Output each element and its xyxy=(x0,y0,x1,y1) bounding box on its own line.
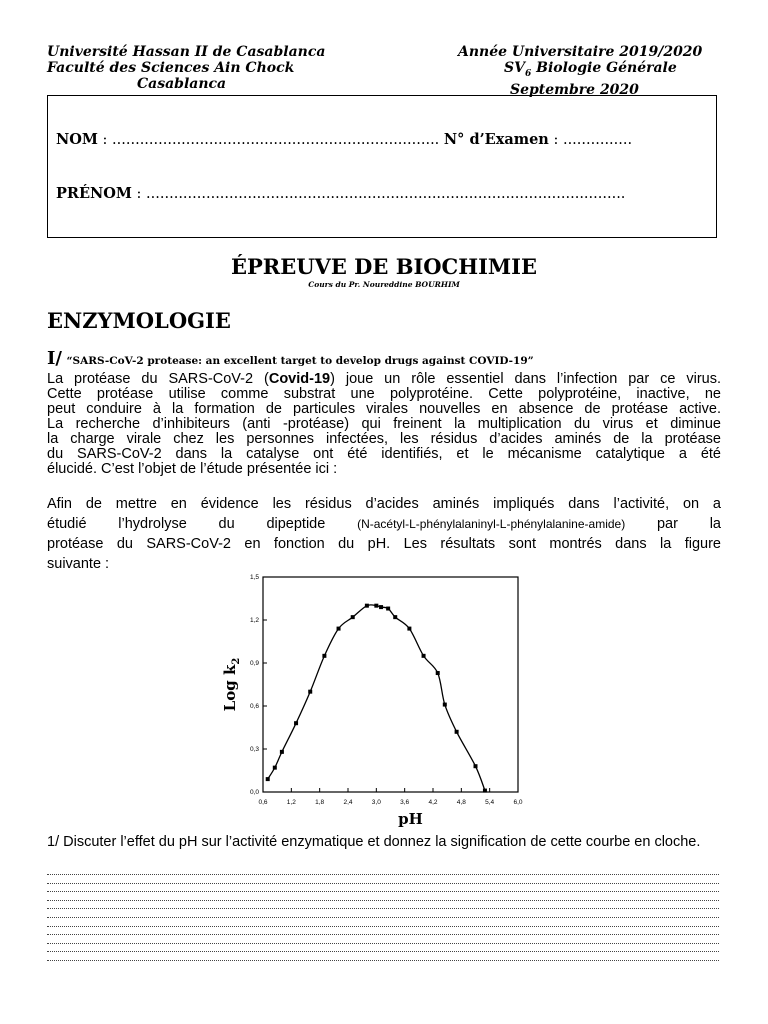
answer-line[interactable] xyxy=(47,917,719,918)
data-point xyxy=(351,615,355,619)
paragraph-line: La recherche d’inhibiteurs (anti -protéase) qui freinent la multiplication du virus et diminue xyxy=(47,416,721,432)
academic-year: Année Universitaire 2019/2020 xyxy=(458,44,703,60)
prenom-label: PRÉNOM xyxy=(56,185,132,202)
prenom-field[interactable]: : ........................................................................................................ xyxy=(131,186,626,202)
exam-label: N° d’Examen xyxy=(443,131,549,148)
paragraph-line: protéase du SARS-CoV-2 en fonction du pH. Les résultats sont montrés dans la figure xyxy=(47,536,721,552)
section-title: ENZYMOLOGIE xyxy=(47,308,231,333)
y-tick-label: 0,0 xyxy=(249,789,259,796)
x-tick-label: 0,6 xyxy=(258,799,268,806)
data-point xyxy=(455,730,459,734)
plot-frame xyxy=(263,577,518,792)
x-tick-label: 1,2 xyxy=(286,799,296,806)
answer-line[interactable] xyxy=(47,960,719,961)
data-point xyxy=(266,777,270,781)
part1-heading xyxy=(47,348,534,369)
data-point xyxy=(407,627,411,631)
x-tick-label: 4,8 xyxy=(456,799,466,806)
answer-line[interactable] xyxy=(47,943,719,944)
paragraph-line: la charge virale chez les personnes infectées, les résidus d’acides aminés de la protéase xyxy=(47,431,721,447)
answer-line[interactable] xyxy=(47,934,719,935)
x-tick-label: 5,4 xyxy=(485,799,495,806)
part1-heading-text: “SARS-CoV-2 protease: an excellent target to develop drugs against COVID-19” xyxy=(66,355,534,367)
paragraph-line: peut conduire à la formation de particules virales nouvelles en absence de protéase active. xyxy=(47,401,721,417)
y-axis-label: Log $k_2$ xyxy=(221,657,242,712)
paragraph-line: du SARS-CoV-2 dans la catalyse ont été identifiés, et le mécanisme catalytique a été xyxy=(47,446,721,462)
nom-label: NOM xyxy=(56,131,98,148)
data-point xyxy=(386,607,390,611)
data-point xyxy=(483,789,487,793)
paragraph-line: Cette protéase utilise comme substrat une polyprotéine. Cette polyprotéine, inactive, ne xyxy=(47,386,721,402)
header-right xyxy=(458,44,716,98)
answer-line[interactable] xyxy=(47,874,719,875)
answer-line[interactable] xyxy=(47,951,719,952)
data-point xyxy=(374,604,378,608)
prenom-line[interactable] xyxy=(56,185,625,202)
exam-title: ÉPREUVE DE BIOCHIMIE xyxy=(230,254,538,279)
y-tick-label: 1,2 xyxy=(249,617,259,624)
ph-activity-chart xyxy=(208,569,538,829)
x-tick-label: 4,2 xyxy=(428,799,438,806)
data-point xyxy=(337,627,341,631)
answer-line[interactable] xyxy=(47,908,719,909)
part1-number: I/ xyxy=(47,348,62,369)
covid-bold: Covid-19 xyxy=(268,371,331,387)
y-tick-label: 1,5 xyxy=(249,574,259,581)
x-tick-label: 3,6 xyxy=(400,799,410,806)
paragraph-2 xyxy=(47,494,721,572)
nom-line[interactable] xyxy=(56,131,632,148)
exam-field[interactable]: : ............... xyxy=(548,132,633,148)
header-left xyxy=(47,44,325,92)
university-name: Université Hassan II de Casablanca xyxy=(47,44,326,60)
exam-date: Septembre 2020 xyxy=(510,81,639,98)
data-point xyxy=(308,690,312,694)
data-point xyxy=(474,764,478,768)
identity-box xyxy=(47,95,717,238)
x-tick-label: 6,0 xyxy=(513,799,523,806)
paragraph-line: élucidé. C’est l’objet de l’étude présentée ici : xyxy=(47,461,338,477)
bell-curve xyxy=(268,605,485,791)
data-point xyxy=(393,615,397,619)
paragraph-line: La protéase du SARS-CoV-2 (Covid-19) joue un rôle essentiel dans l’infection par ce virus. xyxy=(47,371,722,387)
y-tick-label: 0,3 xyxy=(249,746,259,753)
x-tick-label: 2,4 xyxy=(343,799,353,806)
answer-line[interactable] xyxy=(47,891,719,892)
data-point xyxy=(322,654,326,658)
data-point xyxy=(273,766,277,770)
y-tick-label: 0,9 xyxy=(249,660,259,667)
answer-line[interactable] xyxy=(47,883,719,884)
nom-field[interactable]: : ....................................................................... xyxy=(97,132,444,148)
paragraph-1 xyxy=(47,372,721,477)
dipeptide-name: (N-acétyl-L-phénylalaninyl-L-phénylalanine-amide) xyxy=(357,517,626,531)
data-point xyxy=(365,604,369,608)
x-axis-label: pH xyxy=(398,810,423,828)
course-name: $SV_6$ Biologie Générale xyxy=(504,60,677,79)
paragraph-line: suivante : xyxy=(47,556,110,572)
data-point xyxy=(294,721,298,725)
x-tick-label: 3,0 xyxy=(371,799,381,806)
faculty-name: Faculté des Sciences Ain Chock xyxy=(47,60,295,76)
data-point xyxy=(422,654,426,658)
data-point xyxy=(280,750,284,754)
paragraph-line: Afin de mettre en évidence les résidus d’acides aminés impliqués dans l’activité, on a xyxy=(47,496,721,512)
data-point xyxy=(443,703,447,707)
answer-line[interactable] xyxy=(47,900,719,901)
question-1: 1/ Discuter l’effet du pH sur l’activité enzymatique et donnez la signification de cette courbe en cloche. xyxy=(47,834,701,850)
data-point xyxy=(379,605,383,609)
exam-subtitle: Cours du Pr. Noureddine BOURHIM xyxy=(308,280,460,289)
city-name: Casablanca xyxy=(137,76,227,92)
x-tick-label: 1,8 xyxy=(315,799,325,806)
answer-line[interactable] xyxy=(47,926,719,927)
y-tick-label: 0,6 xyxy=(249,703,259,710)
data-point xyxy=(436,671,440,675)
paragraph-line: étudié l’hydrolyse du dipeptide (N-acétyl-L-phénylalaninyl-L-phénylalanine-amide) par la xyxy=(47,516,721,532)
